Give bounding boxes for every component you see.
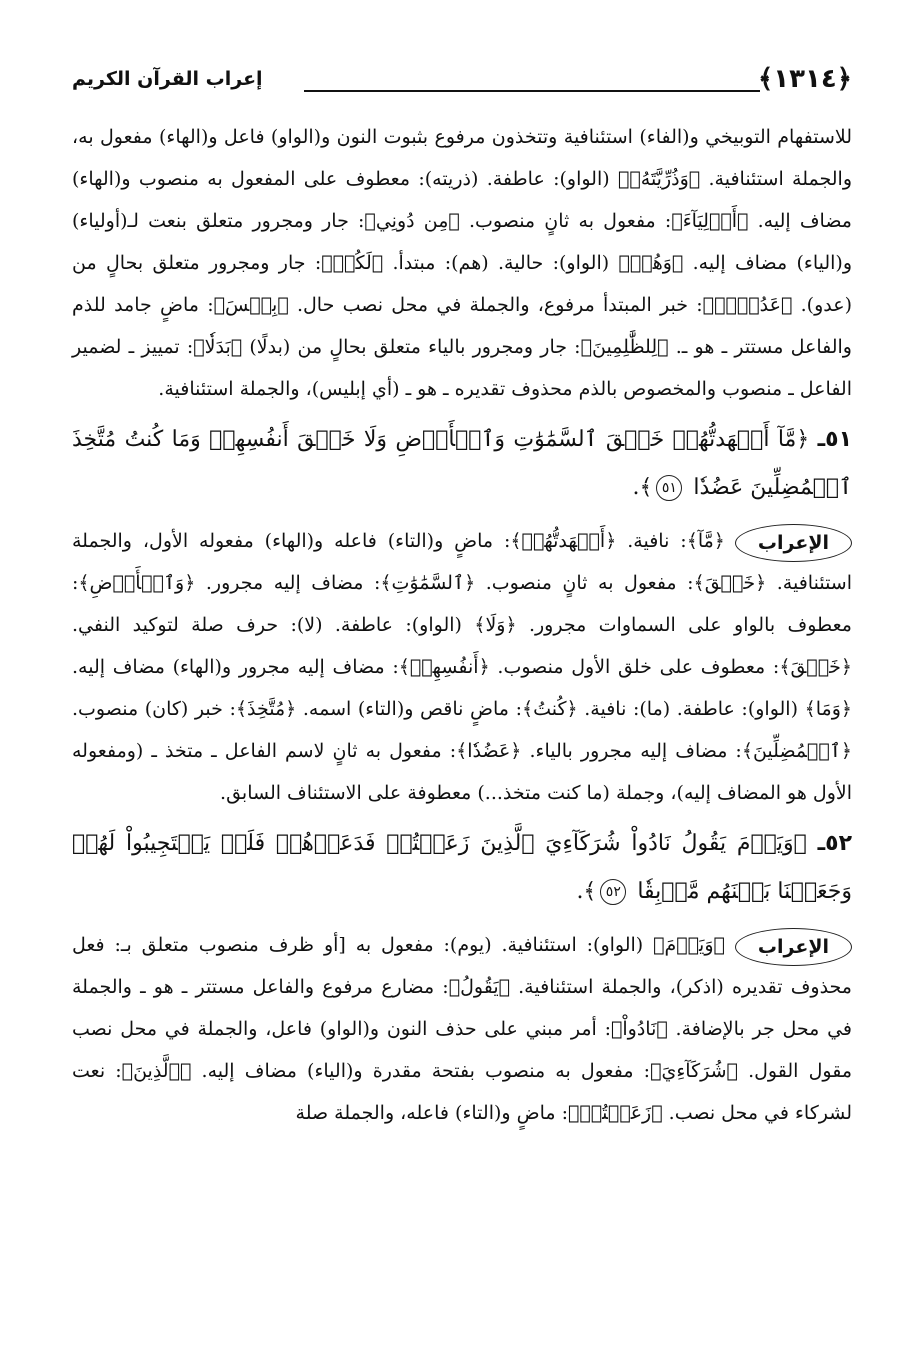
page bbox=[72, 60, 852, 1340]
page-number: ﴿١٣١٤﴾ bbox=[758, 64, 852, 94]
irab-text: ﴿مَّآ﴾: نافية. ﴿أَشۡهَدتُّهُمۡ﴾: ماضٍ و(التاء) فاعله و(الهاء) مفعوله الأول، والجملة استئنافية. ﴿خَلۡقَ﴾: مفعول به ثانٍ منصوب. ﴿ٱلسَّمَٰوَٰتِ﴾: مضاف إليه مجرور. ﴿وَٱلۡأَرۡضِ﴾: معطوف بالواو على السماوات مجرور. ﴿وَلَا﴾ (الواو): عاطفة. (لا): حرف صلة لتوكيد النفي. ﴿خَلۡقَ﴾: معطوف على خلق الأول منصوب. ﴿أَنفُسِهِمۡ﴾: مضاف إليه مجرور و(الهاء) مضاف إليه. ﴿وَمَا﴾ (الواو): عاطفة. (ما): نافية. ﴿كُنتُ﴾: ماضٍ ناقص و(التاء) اسمه. ﴿مُتَّخِذَ﴾: خبر (كان) منصوب. ﴿ٱلۡمُضِلِّينَ﴾: مضاف إليه مجرور بالياء. ﴿عَضُدٗا﴾: مفعول به ثانٍ لاسم الفاعل ـ متخذ ـ (ومفعوله الأول هو المضاف إليه)، وجملة (ما كنت متخذ...) معطوفة على الاستئناف السابق. bbox=[72, 530, 852, 804]
ayah-end-marker: ٥٢ bbox=[600, 879, 626, 905]
verse-51 bbox=[72, 416, 852, 512]
verse-close: ﴾. bbox=[576, 879, 597, 904]
verse-close: ﴾. bbox=[632, 475, 653, 500]
verse-number: ٥٢ـ bbox=[817, 831, 852, 856]
irab-section-51 bbox=[72, 520, 852, 814]
irab-badge: الإعراب bbox=[735, 928, 852, 966]
ayah-end-marker: ٥١ bbox=[656, 475, 682, 501]
verse-text: ﴿وَيَوۡمَ يَقُولُ نَادُواْ شُرَكَآءِيَ ٱلَّذِينَ زَعَمۡتُمۡ فَدَعَوۡهُمۡ فَلَمۡ يَسۡتَجِيبُواْ لَهُمۡ وَجَعَلۡنَا بَيۡنَهُم مَّوۡبِقٗا bbox=[72, 831, 852, 904]
irab-badge: الإعراب bbox=[735, 524, 852, 562]
verse-text: ﴿مَّآ أَشۡهَدتُّهُمۡ خَلۡقَ ٱلسَّمَٰوَٰتِ وَٱلۡأَرۡضِ وَلَا خَلۡقَ أَنفُسِهِمۡ وَمَا كُنتُ مُتَّخِذَ ٱلۡمُضِلِّينَ عَضُدٗا bbox=[72, 427, 852, 500]
header-rule bbox=[304, 90, 760, 92]
irab-text: ﴿وَيَوۡمَ﴾ (الواو): استئنافية. (يوم): مفعول به [أو ظرف منصوب متعلق بـ: فعل محذوف تقديره (اذكر)، والجملة استئنافية. ﴿يَقُولُ﴾: مضارع مرفوع والفاعل مستتر ـ هو ـ والجملة في محل جر بالإضافة. ﴿نَادُواْ﴾: أمر مبني على حذف النون و(الواو) فاعل، والجملة في محل نصب مقول القول. ﴿شُرَكَآءِيَ﴾: مفعول به منصوب بفتحة مقدرة و(الياء) مضاف إليه. ﴿ٱلَّذِينَ﴾: نعت لشركاء في محل نصب. ﴿زَعَمۡتُمۡ﴾: ماضٍ و(التاء) فاعله، والجملة صلة bbox=[72, 934, 852, 1124]
irab-section-52 bbox=[72, 924, 852, 1134]
page-header bbox=[72, 60, 852, 116]
irab-continuation-paragraph: للاستفهام التوبيخي و(الفاء) استئنافية وتتخذون مرفوع بثبوت النون و(الواو) فاعل و(الهاء) مفعول به، والجملة استئنافية. ﴿وَذُرِّيَّتَهُۥ﴾ (الواو): عاطفة. (ذريته): معطوف على المفعول به منصوب و(الهاء) مضاف إليه. ﴿أَوۡلِيَآءَ﴾: مفعول به ثانٍ منصوب. ﴿مِن دُونِي﴾: جار ومجرور متعلق بنعت لـ(أولياء) و(الياء) مضاف إليه. ﴿وَهُمۡ﴾ (الواو): حالية. (هم): مبتدأ. ﴿لَكُمۡ﴾: جار ومجرور متعلق بحالٍ من (عدو). ﴿عَدُوُّۢ﴾: خبر المبتدأ مرفوع، والجملة في محل نصب حال. ﴿بِئۡسَ﴾: ماضٍ جامد للذم والفاعل مستتر ـ هو ـ. ﴿لِلظَّٰلِمِينَ﴾: جار ومجرور بالياء متعلق بحالٍ من (بدلًا) ﴿بَدَلٗا﴾: تمييز ـ لضمير الفاعل ـ منصوب والمخصوص بالذم محذوف تقديره ـ هو ـ (أي إبليس)، والجملة استئنافية. bbox=[72, 126, 852, 400]
verse-52 bbox=[72, 820, 852, 916]
book-title: إعراب القرآن الكريم bbox=[72, 68, 263, 90]
verse-number: ٥١ـ bbox=[817, 427, 853, 452]
